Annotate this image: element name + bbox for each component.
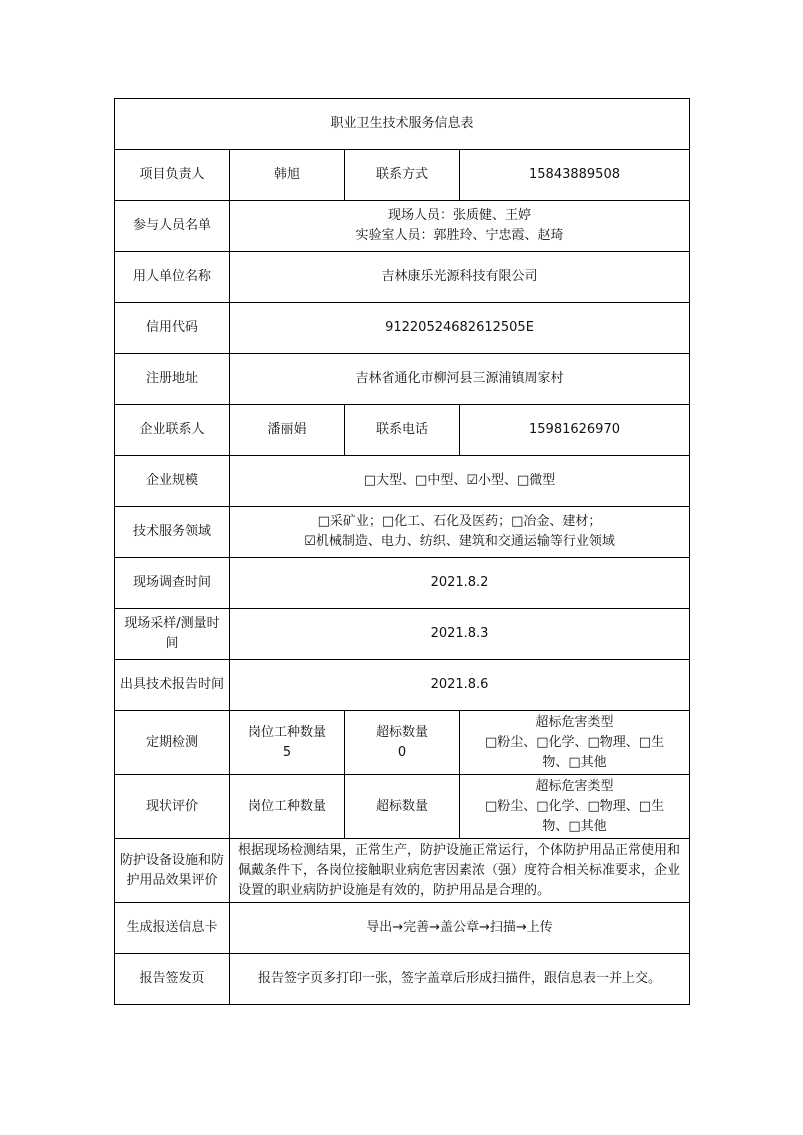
project-lead-value: 韩旭 [230,150,345,201]
credit-code-value: 91220524682612505E [230,303,690,354]
status-eval-posts-label: 岗位工种数量 [230,775,345,839]
sampling-time-value: 2021.8.3 [230,609,690,660]
status-eval-hazard-line2: 物、□其他 [542,818,607,834]
report-card-row [115,903,690,954]
periodic-exceed [345,711,460,775]
participants-label: 参与人员名单 [115,201,230,252]
periodic-hazard [460,711,690,775]
sampling-time-label: 现场采样/测量时间 [115,609,230,660]
report-time-value: 2021.8.6 [230,660,690,711]
title-row [115,99,690,150]
project-lead-label: 项目负责人 [115,150,230,201]
contact-label: 联系方式 [345,150,460,201]
phone-label: 联系电话 [345,405,460,456]
enterprise-contact-value: 潘丽娟 [230,405,345,456]
service-domain-row [115,507,690,558]
report-card-value: 导出→完善→盖公章→扫描→上传 [230,903,690,954]
status-eval-exceed-label: 超标数量 [345,775,460,839]
periodic-hazard-title: 超标危害类型 [535,714,614,730]
address-label: 注册地址 [115,354,230,405]
periodic-posts-label: 岗位工种数量 [247,724,326,740]
sampling-time-row [115,609,690,660]
info-table [114,98,690,1005]
periodic-exceed-label: 超标数量 [375,724,428,740]
participants-line2: 实验室人员：郭胜玲、宁忠霞、赵琦 [355,228,564,243]
phone-value: 15981626970 [460,405,690,456]
employer-value: 吉林康乐光源科技有限公司 [230,252,690,303]
status-eval-hazard-line1: □粉尘、□化学、□物理、□生 [484,798,665,814]
periodic-posts [230,711,345,775]
status-eval-hazard [460,775,690,839]
periodic-exceed-value: 0 [397,744,407,760]
service-domain-line2: ☑机械制造、电力、纺织、建筑和交通运输等行业领域 [304,534,615,549]
survey-time-label: 现场调查时间 [115,558,230,609]
credit-code-row [115,303,690,354]
periodic-hazard-line1: □粉尘、□化学、□物理、□生 [484,734,665,750]
status-eval-label: 现状评价 [115,775,230,839]
status-eval-hazard-title: 超标危害类型 [535,778,614,794]
survey-time-value: 2021.8.2 [230,558,690,609]
participants-row [115,201,690,252]
service-domain-options [230,507,690,558]
participants-line1: 现场人员：张质健、王婷 [388,208,532,223]
enterprise-contact-row [115,405,690,456]
employer-label: 用人单位名称 [115,252,230,303]
project-lead-row [115,150,690,201]
periodic-hazard-line2: 物、□其他 [542,754,607,770]
address-row [115,354,690,405]
report-card-label: 生成报送信息卡 [115,903,230,954]
sign-page-value: 报告签字页多打印一张，签字盖章后形成扫描件，跟信息表一并上交。 [230,954,690,1005]
protection-row [115,839,690,903]
scale-row [115,456,690,507]
service-domain-line1: □采矿业；□化工、石化及医药；□冶金、建材； [317,514,602,529]
service-domain-label: 技术服务领域 [115,507,230,558]
contact-value: 15843889508 [460,150,690,201]
employer-row [115,252,690,303]
table-title: 职业卫生技术服务信息表 [115,99,690,150]
report-time-row [115,660,690,711]
periodic-posts-value: 5 [282,744,292,760]
credit-code-label: 信用代码 [115,303,230,354]
protection-text: 根据现场检测结果，正常生产，防护设施正常运行，个体防护用品正常使用和佩戴条件下，各岗位接触职业病危害因素浓（强）度符合相关标准要求，企业设置的职业病防护设施是有效的，防护用品是合理的。 [230,839,690,903]
periodic-row [115,711,690,775]
sign-page-row [115,954,690,1005]
protection-label: 防护设备设施和防护用品效果评价 [115,839,230,903]
periodic-label: 定期检测 [115,711,230,775]
survey-time-row [115,558,690,609]
scale-label: 企业规模 [115,456,230,507]
address-value: 吉林省通化市柳河县三源浦镇周家村 [230,354,690,405]
sign-page-label: 报告签发页 [115,954,230,1005]
report-time-label: 出具技术报告时间 [115,660,230,711]
scale-options: □大型、□中型、☑小型、□微型 [230,456,690,507]
status-eval-row [115,775,690,839]
enterprise-contact-label: 企业联系人 [115,405,230,456]
participants-value [230,201,690,252]
